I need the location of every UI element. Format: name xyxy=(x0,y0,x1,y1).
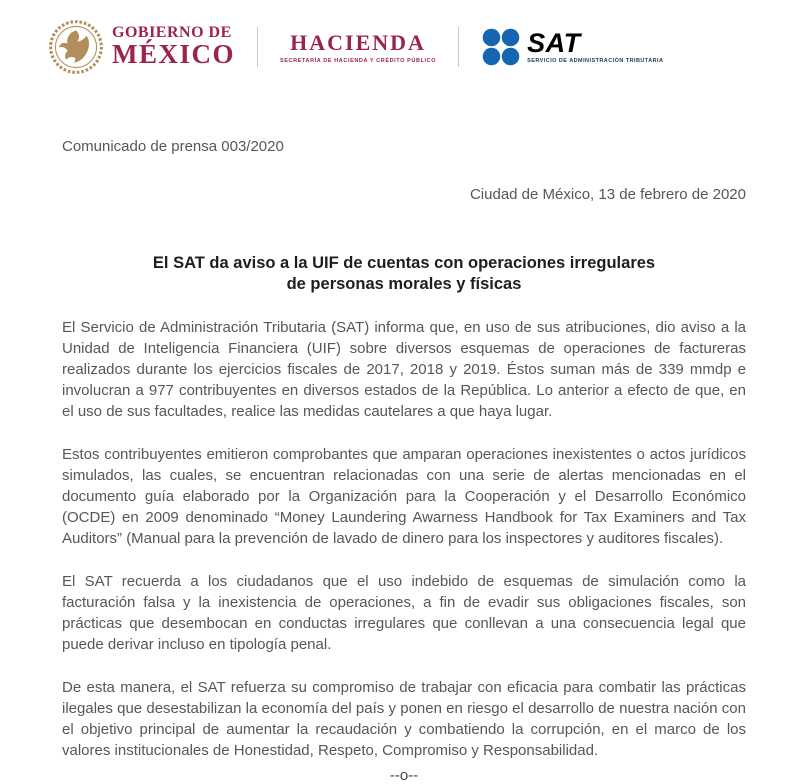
document-title xyxy=(62,253,746,294)
header-divider xyxy=(257,27,258,67)
sat-wordmark-block xyxy=(527,28,664,65)
document-closer: --o-- xyxy=(389,767,419,784)
document-body xyxy=(0,138,803,784)
gobierno-wordmark-line1: GOBIERNO DE xyxy=(112,24,232,42)
document-title-line2: de personas morales y físicas xyxy=(286,274,522,293)
paragraph-3: El SAT recuerda a los ciudadanos que el uso indebido de esquemas de simulación como la facturación falsa y la inexistencia de operaciones, a fin de evadir sus obligaciones fiscales, son prácticas que desembocan en conductas irregulares que conllevan a una consecuencia legal que puede derivar incluso en tipología penal. xyxy=(62,573,746,654)
press-release-number: Comunicado de prensa 003/2020 xyxy=(62,138,284,155)
sat-logo xyxy=(481,27,663,67)
document-title-line1: El SAT da aviso a la UIF de cuentas con operaciones irregulares xyxy=(152,254,656,272)
gobierno-wordmark-line2: MÉXICO xyxy=(112,39,235,70)
paragraph-4: De esta manera, el SAT refuerza su compromiso de trabajar con eficacia para combatir las prácticas ilegales que desestabilizan la economía del país y ponen en riesgo el desarrollo de nuestra nación con el objetivo principal de aumentar la recaudación y combatiendo la corrupción, en el marco de los valores institucionales de Honestidad, Respeto, Compromiso y Responsabilidad. xyxy=(62,679,746,760)
hacienda-wordmark: HACIENDA xyxy=(290,30,426,55)
sat-subtitle: SERVICIO DE ADMINISTRACIÓN TRIBUTARIA xyxy=(527,58,664,65)
hacienda-logo xyxy=(280,30,436,64)
header-divider xyxy=(458,27,459,67)
sat-wordmark: SAT xyxy=(527,28,581,58)
paragraph-2: Estos contribuyentes emitieron comprobantes que amparan operaciones inexistentes o actos jurídicos simulados, las cuales, se encuentran relacionadas con una serie de alertas mencionadas en el documento guía elaborado por la Organización para la Cooperación y el Desarrollo Económico (OCDE) en 2009 denominado “Money Laundering Awarness Handbook for Tax Examiners and Tax Auditors” (Manual para la prevención de lavado de dinero para los inspectores y auditores fiscales). xyxy=(62,446,746,548)
mexico-eagle-seal-icon xyxy=(48,18,104,76)
dateline: Ciudad de México, 13 de febrero de 2020 xyxy=(469,186,746,203)
gobierno-wordmark xyxy=(112,25,235,69)
institutional-header xyxy=(0,0,803,78)
gobierno-de-mexico-logo xyxy=(48,18,235,76)
hacienda-subtitle: SECRETARÍA DE HACIENDA Y CRÉDITO PÚBLICO xyxy=(280,58,437,64)
paragraph-1: El Servicio de Administración Tributaria (SAT) informa que, en uso de sus atribuciones, dio aviso a la Unidad de Inteligencia Financiera (UIF) sobre diversos esquemas de operaciones de factureras realizados durante los ejercicios fiscales de 2017, 2018 y 2019. Éstos suman más de 339 mmdp e involucran a 977 contribuyentes en diversos estados de la República. Lo anterior a efecto de que, en el uso de sus facultades, realice las medidas cautelares a que haya lugar. xyxy=(62,319,746,421)
sat-circles-icon xyxy=(481,27,521,67)
